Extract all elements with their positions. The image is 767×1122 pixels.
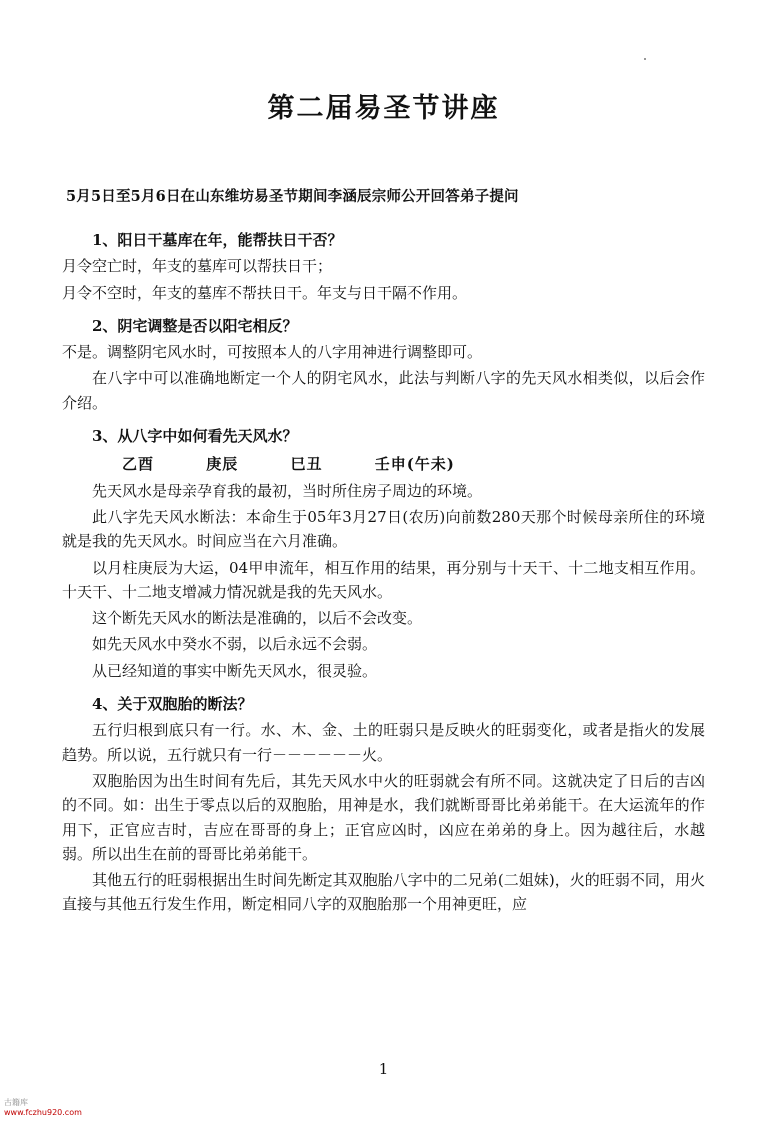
bazi-hour-pillar: 壬申(午未) [374,455,455,474]
paragraph: 五行归根到底只有一行。水、木、金、土的旺弱只是反映火的旺弱变化，或者是指火的发展趋势。所以说，五行就只有一行－－－－－－火。 [62,721,705,764]
paragraph: 从已经知道的事实中断先天风水，很灵验。 [92,661,378,680]
bazi-day-pillar: 巳丑 [290,455,323,474]
paragraph: 在八字中可以准确地断定一个人的阴宅风水，此法与判断八字的先天风水相类似，以后会作介绍。 [62,369,705,412]
paragraph: 双胞胎因为出生时间有先后，其先天风水中火的旺弱就会有所不同。这就决定了日后的吉凶的不同。如：出生于零点以后的双胞胎，用神是水，我们就断哥哥比弟弟能干。在大运流年的作用下，正官应吉时，吉应在哥哥的身上；正官应凶时，凶应在弟弟的身上。因为越往后，水越弱。所以出生在前的哥哥比弟弟能干。 [62,771,705,863]
paragraph: 月令不空时，年支的墓库不帮扶日干。年支与日干隔不作用。 [62,283,468,302]
question-heading: 3、从八字中如何看先天风水？ [92,427,298,446]
document-body [62,228,705,917]
paragraph: 月令空亡时，年支的墓库可以帮扶日干； [62,257,333,276]
page-title: 第二届易圣节讲座 [267,93,500,124]
question-heading: 1、阳日干墓库在年，能帮扶日干否？ [92,231,343,249]
paragraph: 以月柱庚辰为大运，04甲申流年，相互作用的结果，再分别与十天干、十二地支相互作用。十天干、十二地支增减力情况就是我的先天风水。 [62,558,705,601]
watermark [4,1098,82,1118]
paragraph: 不是。调整阴宅风水时，可按照本人的八字用神进行调整即可。 [62,343,483,362]
paragraph: 其他五行的旺弱根据出生时间先断定其双胞胎八字中的二兄弟(二姐妹)，火的旺弱不同，用火直接与其他五行发生作用，断定相同八字的双胞胎那一个用神更旺，应 [62,871,705,914]
paragraph: 如先天风水中癸水不弱，以后永远不会弱。 [92,635,378,654]
document-subtitle: 5月5日至5月6日在山东维坊易圣节期间李涵辰宗师公开回答弟子提问 [66,188,519,205]
paragraph: 此八字先天风水断法：本命生于05年3月27日(农历)向前数280天那个时候母亲所住的环境就是我的先天风水。时间应当在六月准确。 [62,507,705,551]
question-heading: 4、关于双胞胎的断法？ [92,695,253,714]
bazi-pillars [62,452,705,476]
bazi-month-pillar: 庚辰 [206,455,239,474]
paragraph: 这个断先天风水的断法是准确的，以后不会改变。 [92,609,423,628]
question-heading: 2、阴宅调整是否以阳宅相反？ [92,316,298,335]
scan-speck [644,58,646,60]
paragraph: 先天风水是母亲孕育我的最初，当时所住房子周边的环境。 [92,481,483,500]
page-number: 1 [378,1060,389,1078]
watermark-label: 古籍库 [4,1098,28,1107]
watermark-url: www.fczhu920.com [4,1108,82,1117]
bazi-year-pillar: 乙酉 [122,455,155,474]
